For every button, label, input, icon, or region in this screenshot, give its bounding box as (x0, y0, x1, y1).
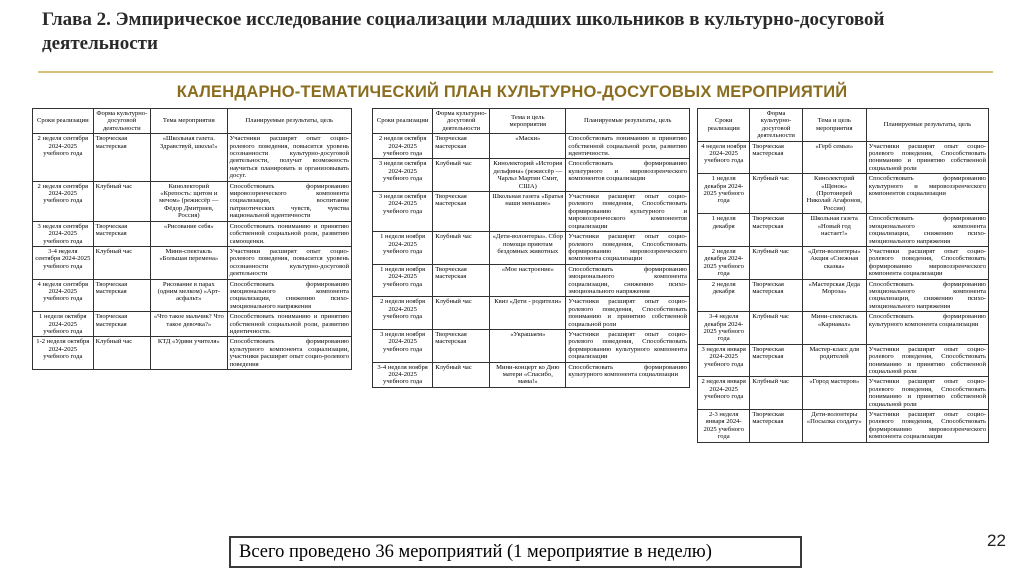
topic-cell: «Дети-волонтеры». Сбор помощи приютам бездомных животных (490, 232, 566, 265)
form-cell: Творческая мастерская (433, 134, 490, 159)
form-cell: Клубный час (433, 232, 490, 265)
table-row (373, 192, 690, 232)
form-cell: Творческая мастерская (93, 279, 150, 312)
form-cell: Творческая мастерская (750, 344, 802, 377)
topic-cell: «Герб семьи» (802, 141, 866, 174)
plan-table (372, 108, 690, 388)
period-cell: 2 неделя ноября 2024-2025 учебного года (373, 297, 433, 330)
plan-table-2 (372, 108, 690, 523)
topic-cell: «Город мастеров» (802, 377, 866, 410)
topic-cell: «Украшаем» (490, 329, 566, 362)
results-cell: Участники расширят опыт социо-ролевого поведения, Способствовать пониманию и принятию собственной социальной роли (866, 141, 988, 174)
column-header: Форма культурно-досуговой деятельности (93, 109, 150, 134)
column-header: Сроки реализации (698, 109, 750, 142)
table-row (373, 362, 690, 387)
topic-cell: Школьная газета «Новый год настает!» (802, 214, 866, 247)
plan-table-3 (697, 108, 989, 520)
topic-cell: «Что такое мальчик? Что такое девочка?» (151, 312, 228, 337)
topic-cell: «Мое настроение» (490, 264, 566, 297)
table-row (33, 134, 352, 181)
period-cell: 2 неделя декабря (698, 279, 750, 312)
form-cell: Клубный час (93, 246, 150, 279)
table-row (33, 221, 352, 246)
plan-heading: КАЛЕНДАРНО-ТЕМАТИЧЕСКИЙ ПЛАН КУЛЬТУРНО-ДОСУГОВЫХ МЕРОПРИЯТИЙ (176, 83, 848, 101)
form-cell: Творческая мастерская (750, 279, 802, 312)
results-cell: Способствовать формированию эмоционального компонента социализации, снижению психо-эмоционального напряжения (227, 279, 351, 312)
topic-cell: «Рисование себя» (151, 221, 228, 246)
results-cell: Способствовать пониманию и принятию собственной социальной роли, развитию идентичности. (566, 134, 690, 159)
table-row (373, 297, 690, 330)
table-header-row (33, 109, 352, 134)
form-cell: Клубный час (750, 174, 802, 214)
column-header: Тема и цель мероприятия (802, 109, 866, 142)
period-cell: 3 неделя октября 2024-2025 учебного года (373, 159, 433, 192)
form-cell: Клубный час (433, 297, 490, 330)
results-cell: Участники расширят опыт социо-ролевого поведения, повысится уровень осознанности культурно-досуговой деятельности, получат возможность научиться планировать и организовывать досуг. (227, 134, 351, 181)
results-cell: Способствовать формированию эмоционального компонента социализации, снижению психо-эмоционального напряжения (866, 214, 988, 247)
topic-cell: Школьная газета «Братья наши меньшие» (490, 192, 566, 232)
form-cell: Творческая мастерская (433, 192, 490, 232)
results-cell: Способствовать формированию культурного компонента социализации, участники расширят опыт социо-ролевого поведения (227, 337, 351, 370)
table-row (698, 410, 989, 443)
form-cell: Клубный час (93, 181, 150, 221)
topic-cell: «Маски» (490, 134, 566, 159)
results-cell: Участники расширят опыт социо-ролевого поведения, Способствовать формированию мировоззренческого компонента социализации (866, 410, 988, 443)
table-row (698, 377, 989, 410)
form-cell: Творческая мастерская (433, 264, 490, 297)
period-cell: 3 неделя ноября 2024-2025 учебного года (373, 329, 433, 362)
results-cell: Участники расширят опыт социо-ролевого поведения, Способствовать пониманию и принятию собственной социальной роли (866, 344, 988, 377)
results-cell: Способствовать пониманию и принятию собственной социальной роли, развитию самооценки. (227, 221, 351, 246)
period-cell: 2 неделя сентября 2024-2025 учебного года (33, 181, 94, 221)
column-header: Планируемые результаты, цель (227, 109, 351, 134)
results-cell: Участники расширят опыт социо-ролевого поведения, Способствовать пониманию и принятию собственной социальной роли (566, 297, 690, 330)
results-cell: Способствовать формированию культурного и мировоззренческого компонентов социализации (866, 174, 988, 214)
table-row (33, 337, 352, 370)
period-cell: 2-3 неделя января 2024-2025 учебного года (698, 410, 750, 443)
form-cell: Творческая мастерская (93, 134, 150, 181)
topic-cell: «Мастерская Деда Мороза» (802, 279, 866, 312)
table-row (33, 246, 352, 279)
topic-cell: Мини-концерт ко Дню матери «Спасибо, мама!» (490, 362, 566, 387)
topic-cell: Мастер-класс для родителей (802, 344, 866, 377)
period-cell: 1 неделя октября 2024-2025 учебного года (33, 312, 94, 337)
form-cell: Клубный час (750, 312, 802, 345)
table-row (698, 279, 989, 312)
period-cell: 1 неделя ноября 2024-2025 учебного года (373, 264, 433, 297)
column-header: Планируемые результаты, цель (566, 109, 690, 134)
plan-table (697, 108, 989, 443)
table-header-row (373, 109, 690, 134)
plan-table (32, 108, 352, 370)
results-cell: Участники расширят опыт социо-ролевого поведения, Способствовать формированию культурного и мировоззренческого компонентов социализации (566, 192, 690, 232)
topic-cell: КТД «Удиви учителя» (151, 337, 228, 370)
table-row (698, 174, 989, 214)
period-cell: 1 неделя декабря (698, 214, 750, 247)
column-header: Форма культурно-досуговой деятельности (750, 109, 802, 142)
form-cell: Клубный час (750, 246, 802, 279)
results-cell: Способствовать формированию культурного компонента социализации (566, 362, 690, 387)
form-cell: Творческая мастерская (433, 329, 490, 362)
table-row (373, 134, 690, 159)
results-cell: Способствовать формированию мировоззренческого компонента социализации, воспитание патриотических чувств, чувства национальной идентичности (227, 181, 351, 221)
topic-cell: Рисование в парах (одним мелком) «Арт-асфальт» (151, 279, 228, 312)
results-cell: Участники расширят опыт социо-ролевого поведения, Способствовать формированию мировоззренческого компонента социализации (566, 232, 690, 265)
plan-table-1 (32, 108, 352, 523)
form-cell: Клубный час (93, 337, 150, 370)
form-cell: Творческая мастерская (750, 141, 802, 174)
period-cell: 4 неделя ноября 2024-2025 учебного года (698, 141, 750, 174)
table-row (33, 181, 352, 221)
table-row (698, 344, 989, 377)
topic-cell: «Дети-волонтеры» Акция «Снежная сказка» (802, 246, 866, 279)
table-row (33, 312, 352, 337)
results-cell: Способствовать пониманию и принятию собственной социальной роли, развитию идентичности. (227, 312, 351, 337)
period-cell: 3 неделя января 2024-2025 учебного года (698, 344, 750, 377)
title-divider (38, 71, 993, 73)
summary-box: Всего проведено 36 мероприятий (1 мероприятие в неделю) (229, 536, 802, 568)
topic-cell: Кинолекторий «История дельфина» (режиссёр — Чарльз Мартин Смит, США) (490, 159, 566, 192)
topic-cell: Мини-спектакль «Большая перемена» (151, 246, 228, 279)
column-header: Планируемые результаты, цель (866, 109, 988, 142)
results-cell: Способствовать формированию культурного компонента социализации (866, 312, 988, 345)
results-cell: Участники расширят опыт социо-ролевого поведения, повысится уровень осознанности культурно-досуговой деятельности (227, 246, 351, 279)
results-cell: Участники расширят опыт социо-ролевого поведения, Способствовать пониманию и принятию собственной социальной роли (866, 377, 988, 410)
results-cell: Способствовать формированию культурного и мировоззренческого компонентов социализации (566, 159, 690, 192)
topic-cell: Мини-спектакль «Карнавал» (802, 312, 866, 345)
period-cell: 2 неделя октября 2024-2025 учебного года (373, 134, 433, 159)
form-cell: Творческая мастерская (93, 312, 150, 337)
table-row (373, 329, 690, 362)
table-header-row (698, 109, 989, 142)
table-row (33, 279, 352, 312)
table-row (698, 312, 989, 345)
form-cell: Клубный час (433, 159, 490, 192)
slide-title: Глава 2. Эмпирическое исследование социализации младших школьников в культурно-досуговой деятельности (42, 9, 885, 54)
table-row (698, 141, 989, 174)
period-cell: 4 неделя сентября 2024-2025 учебного года (33, 279, 94, 312)
results-cell: Участники расширят опыт социо-ролевого поведения, Способствовать формированию культурного компонента социализации (566, 329, 690, 362)
form-cell: Творческая мастерская (750, 410, 802, 443)
period-cell: 2 неделя января 2024-2025 учебного года (698, 377, 750, 410)
results-cell: Участники расширят опыт социо-ролевого поведения, Способствовать формированию мировоззренческого компонента социализации (866, 246, 988, 279)
period-cell: 2 неделя декабря 2024-2025 учебного года (698, 246, 750, 279)
topic-cell: Кинолекторий «Крепость: щитом и мечом» (режиссёр — Фёдор Дмитриев, Россия) (151, 181, 228, 221)
table-row (373, 264, 690, 297)
period-cell: 3 неделя октября 2024-2025 учебного года (373, 192, 433, 232)
topic-cell: Квиз «Дети - родители» (490, 297, 566, 330)
period-cell: 2 неделя сентября 2024-2025 учебного года (33, 134, 94, 181)
column-header: Сроки реализации (373, 109, 433, 134)
period-cell: 3 неделя сентября 2024-2025 учебного года (33, 221, 94, 246)
period-cell: 1 неделя декабря 2024-2025 учебного года (698, 174, 750, 214)
column-header: Тема и цель мероприятия (490, 109, 566, 134)
table-row (373, 159, 690, 192)
topic-cell: «Школьная газета. Здравствуй, школа!» (151, 134, 228, 181)
period-cell: 1 неделя ноября 2024-2025 учебного года (373, 232, 433, 265)
period-cell: 3-4 неделя ноября 2024-2025 учебного года (373, 362, 433, 387)
topic-cell: Дети-волонтеры «Посылка солдату» (802, 410, 866, 443)
form-cell: Творческая мастерская (750, 214, 802, 247)
form-cell: Творческая мастерская (93, 221, 150, 246)
table-row (698, 214, 989, 247)
page-number: 22 (987, 531, 1006, 550)
table-row (698, 246, 989, 279)
column-header: Сроки реализации (33, 109, 94, 134)
column-header: Форма культурно-досуговой деятельности (433, 109, 490, 134)
topic-cell: Кинолекторий «Щенок» (Протоиерей Николай Агафонов, Россия) (802, 174, 866, 214)
results-cell: Способствовать формированию эмоционального компонента социализации, снижению психо-эмоционального напряжения (866, 279, 988, 312)
results-cell: Способствовать формированию эмоционального компонента социализации, снижению психо-эмоционального напряжения (566, 264, 690, 297)
period-cell: 1-2 неделя октября 2024-2025 учебного года (33, 337, 94, 370)
table-row (373, 232, 690, 265)
column-header: Тема мероприятия (151, 109, 228, 134)
period-cell: 3-4 неделя сентября 2024-2025 учебного года (33, 246, 94, 279)
form-cell: Клубный час (750, 377, 802, 410)
form-cell: Клубный час (433, 362, 490, 387)
period-cell: 3-4 неделя декабря 2024-2025 учебного года (698, 312, 750, 345)
